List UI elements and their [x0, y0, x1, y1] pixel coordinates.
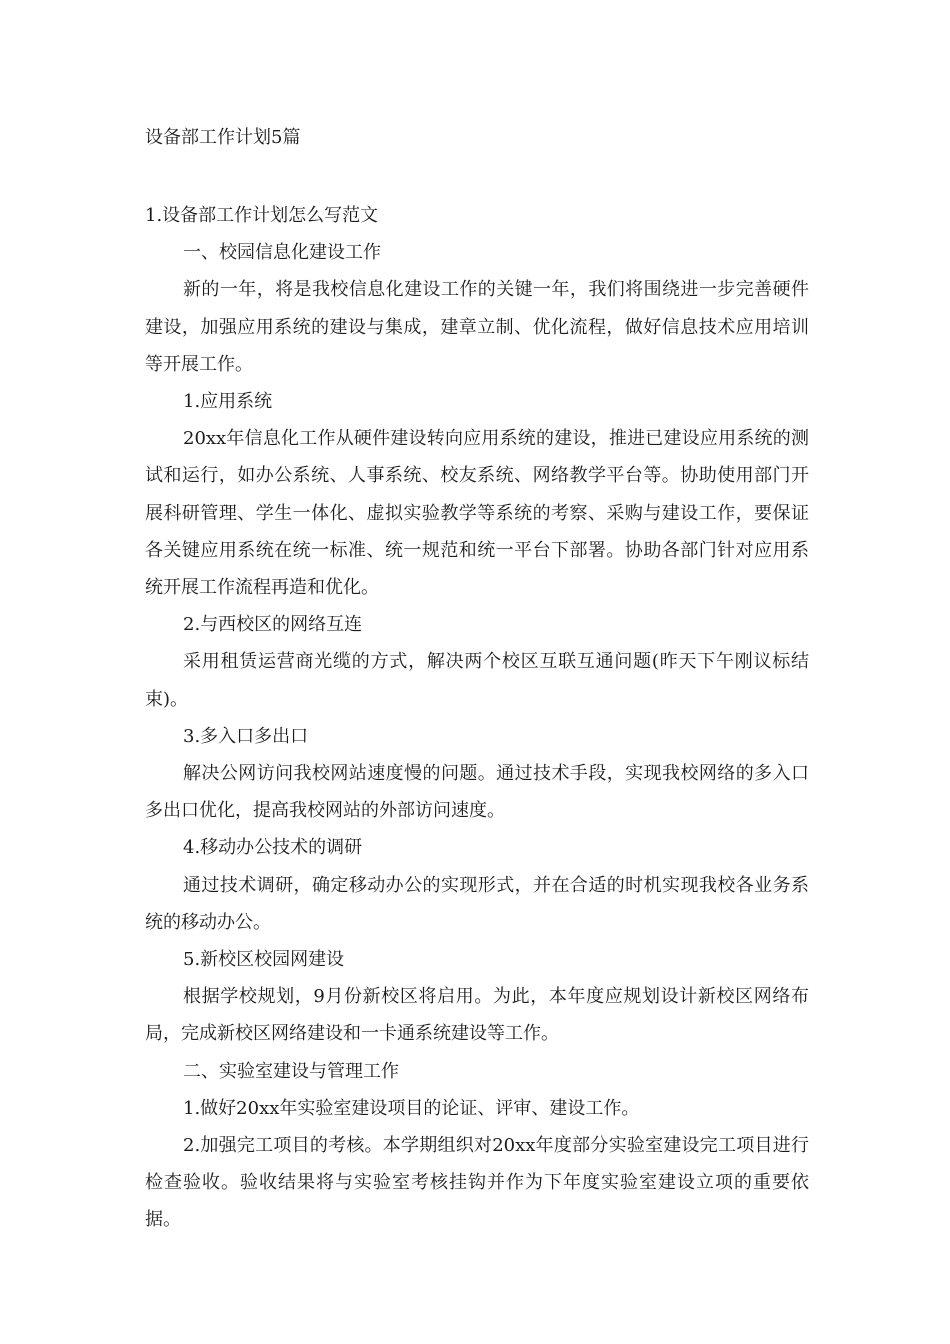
item-heading: 4.移动办公技术的调研: [183, 837, 363, 859]
paragraph: 20xx年信息化工作从硬件建设转向应用系统的建设，推进已建设应用系统的测试和运行，如办公系统、人事系统、校友系统、网络教学平台等。协助使用部门开展科研管理、学生一体化、虚拟实验教学等系统的考察、采购与建设工作，要保证各关键应用系统在统一标准、统一规范和统一平台下部署。协助各部门针对应用系统开展工作流程再造和优化。: [145, 428, 809, 599]
item-heading: 3.多入口多出口: [183, 725, 309, 747]
paragraph: 解决公网访问我校网站速度慢的问题。通过技术手段，实现我校网络的多入口多出口优化，提高我校网站的外部访问速度。: [145, 763, 809, 822]
section-heading: 1.设备部工作计划怎么写范文: [145, 205, 379, 226]
item-heading: 5.新校区校园网建设: [183, 949, 345, 971]
subsection-heading: 二、实验室建设与管理工作: [183, 1060, 399, 1082]
item-heading: 2.与西校区的网络互连: [183, 614, 363, 636]
document-title: 设备部工作计划5篇: [145, 127, 301, 148]
paragraph: 采用租赁运营商光缆的方式，解决两个校区互联互通问题(昨天下午刚议标结束)。: [145, 651, 809, 710]
subsection-heading: 一、校园信息化建设工作: [183, 242, 381, 264]
paragraph: 通过技术调研，确定移动办公的实现形式，并在合适的时机实现我校各业务系统的移动办公。: [145, 874, 809, 933]
paragraph: 2.加强完工项目的考核。本学期组织对20xx年度部分实验室建设完工项目进行检查验收。验收结果将与实验室考核挂钩并作为下年度实验室建设立项的重要依据。: [145, 1135, 809, 1231]
paragraph: 1.做好20xx年实验室建设项目的论证、评审、建设工作。: [183, 1097, 640, 1119]
paragraph: 根据学校规划，9月份新校区将启用。为此，本年度应规划设计新校区网络布局，完成新校区网络建设和一卡通系统建设等工作。: [145, 986, 809, 1045]
paragraph: 新的一年，将是我校信息化建设工作的关键一年，我们将围绕进一步完善硬件建设，加强应用系统的建设与集成，建章立制、优化流程，做好信息技术应用培训等开展工作。: [145, 279, 809, 375]
item-heading: 1.应用系统: [183, 391, 273, 413]
document-body: [145, 197, 809, 1239]
